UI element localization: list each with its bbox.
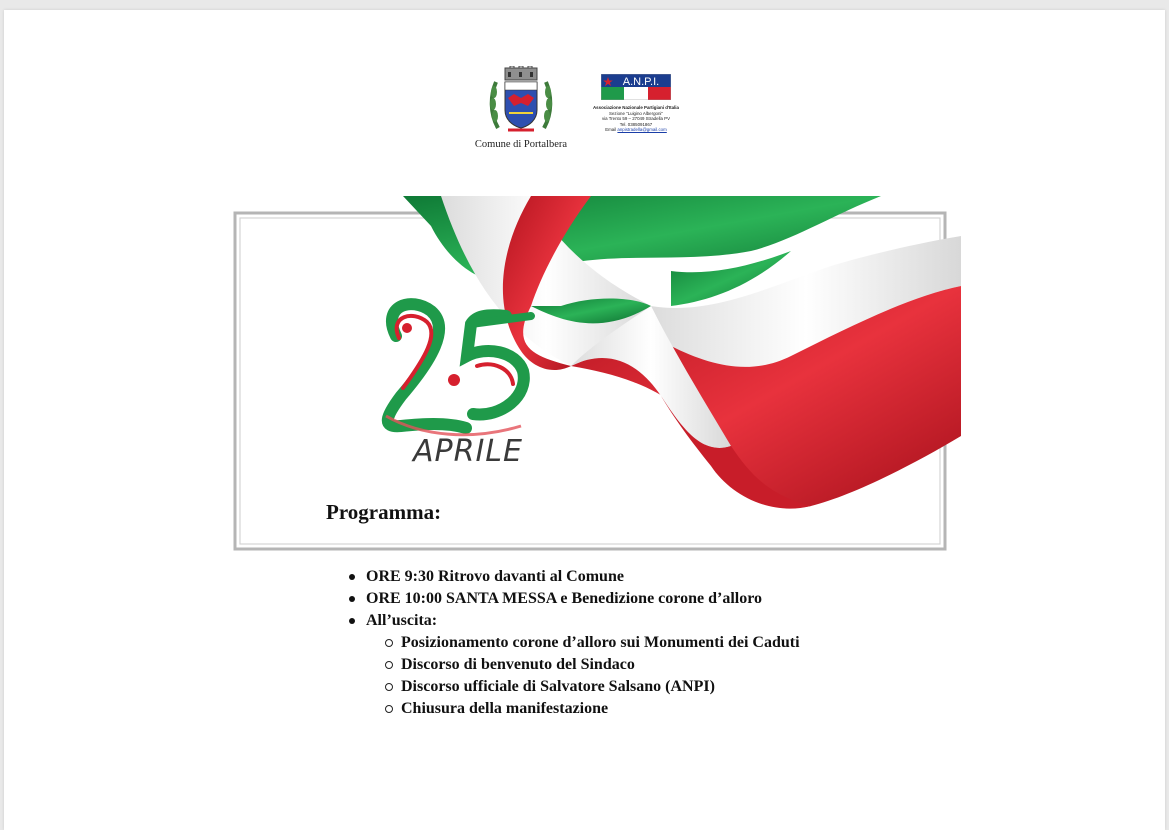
anpi-logo-text: A.N.P.I. [622, 76, 660, 88]
circle-bullet-icon [385, 683, 393, 691]
aprile-text: APRILE [413, 434, 523, 469]
program-list [344, 566, 864, 720]
bullet-icon [349, 618, 355, 624]
circle-bullet-icon [385, 705, 393, 713]
sub-list-item: Chiusura della manifestazione [344, 698, 801, 720]
anpi-line: Tel. 0385091867 [619, 121, 653, 127]
coat-of-arms-icon [488, 66, 554, 138]
anpi-email-line [584, 127, 688, 133]
sub-list-item: Discorso di benvenuto del Sindaco [344, 654, 801, 676]
comune-caption: Comune di Portalbera [474, 139, 568, 150]
list-item: ORE 9:30 Ritrovo davanti al Comune [344, 566, 864, 588]
document-page [4, 10, 1165, 830]
anpi-email-link[interactable]: anpistradella@gmail.com [617, 127, 667, 133]
list-item: ORE 10:00 SANTA MESSA e Benedizione corone d’alloro [344, 588, 864, 610]
bullet-icon [349, 574, 355, 580]
anpi-logo [584, 74, 688, 146]
comune-logo [470, 66, 572, 156]
anpi-address [584, 105, 688, 133]
circle-bullet-icon [385, 639, 393, 647]
sub-list-item: Discorso ufficiale di Salvatore Salsano (ANPI) [344, 676, 801, 698]
sub-list-item: Posizionamento corone d’alloro sui Monumenti dei Caduti [344, 632, 801, 654]
circle-bullet-icon [385, 661, 393, 669]
anpi-line: Sezione "Luigino Albergoni" [609, 110, 663, 116]
anpi-email-label: Email [605, 127, 617, 133]
program-title: Programma: [326, 500, 442, 524]
anpi-line: Associazione Nazionale Partigiani d'Italia [593, 105, 679, 110]
anpi-flag-icon [601, 74, 671, 100]
anpi-line: via Trento 59 – 27049 Stradella PV [601, 116, 671, 122]
list-item: All’uscita: [344, 610, 864, 632]
bullet-icon [349, 596, 355, 602]
